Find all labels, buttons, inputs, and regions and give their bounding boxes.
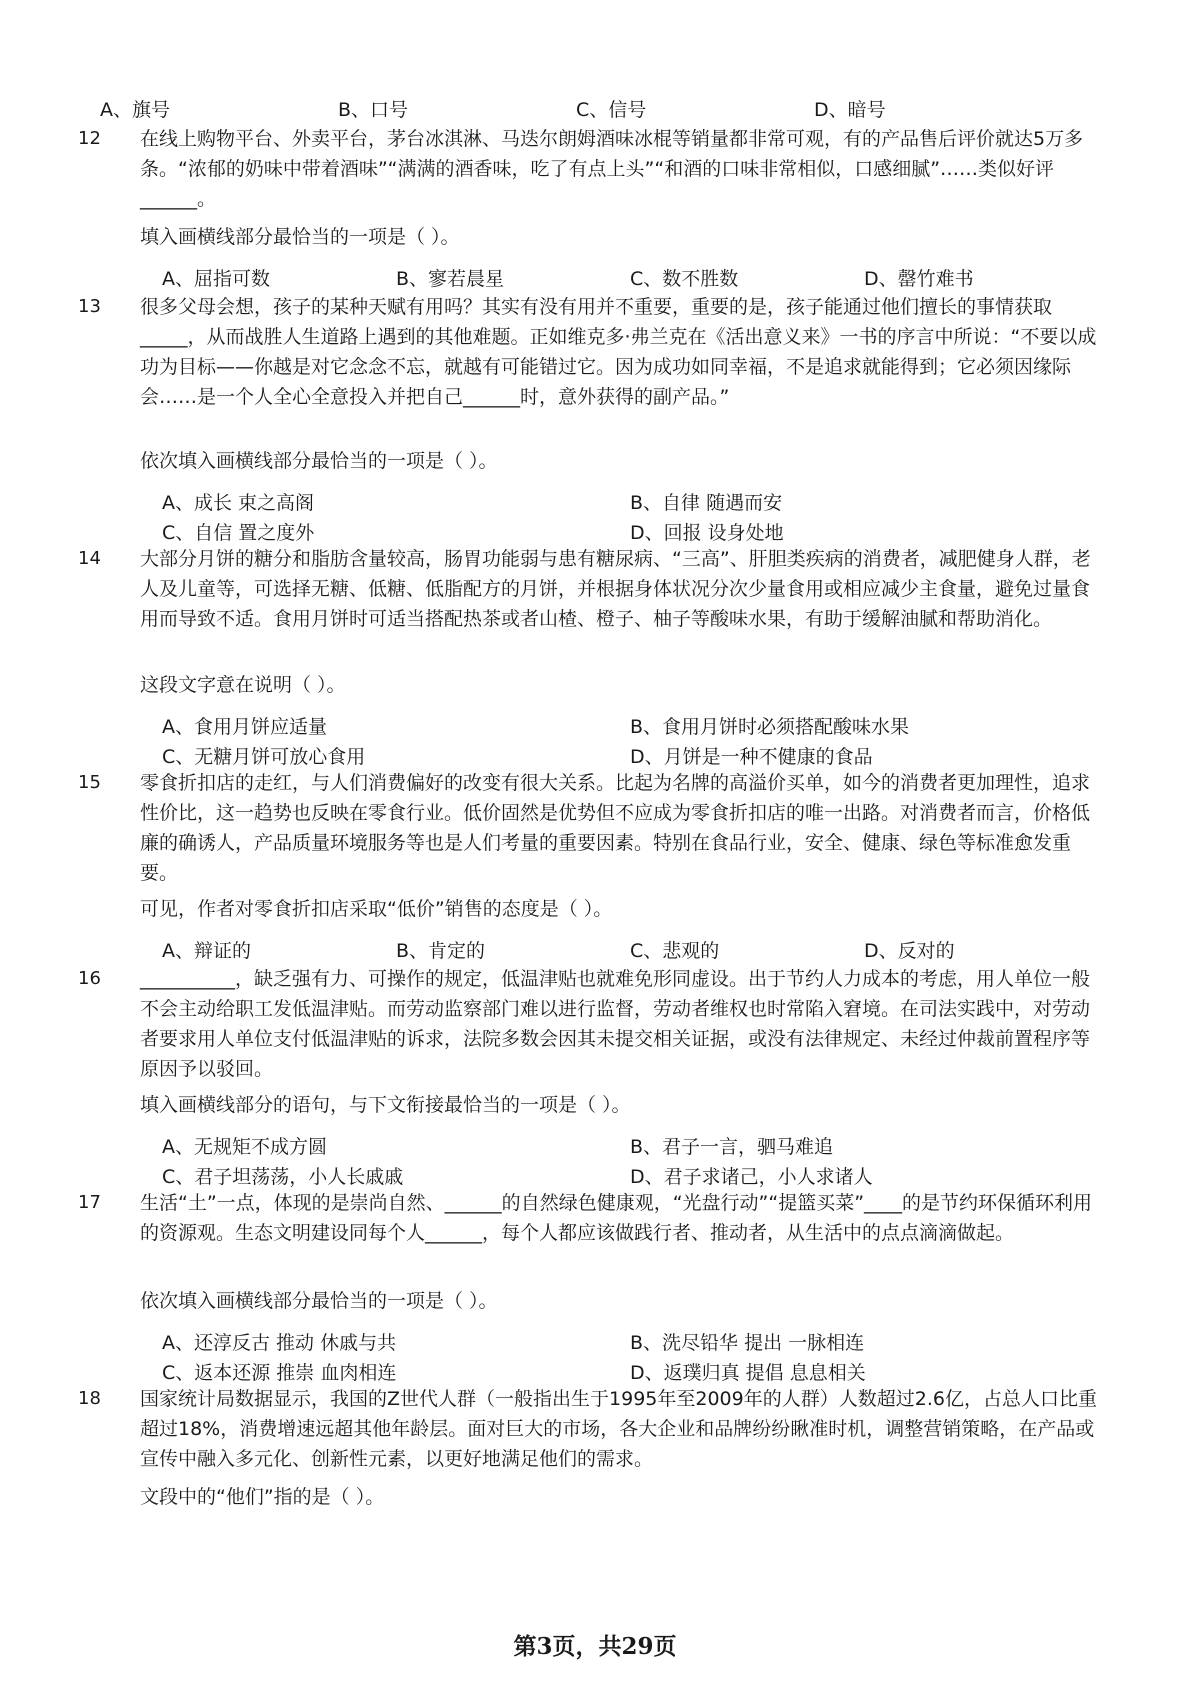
question-number: 13 (78, 296, 101, 317)
option-b: B、口号 (338, 99, 409, 121)
option-b: B、自律 随遇而安 (630, 492, 783, 514)
options (162, 264, 1098, 294)
option-d: D、月饼是一种不健康的食品 (630, 746, 873, 768)
question-prompt: 这段文字意在说明（ ）。 (140, 674, 346, 696)
option-c: C、信号 (576, 99, 647, 121)
option-c: C、自信 置之度外 (162, 522, 315, 544)
option-c: C、悲观的 (630, 940, 720, 962)
question-stem: 很多父母会想，孩子的某种天赋有用吗？其实有没有用并不重要，重要的是，孩子能通过他们擅长的事情获取_____，从而战胜人生道路上遇到的其他难题。正如维克多·弗兰克在《活出意义来》一书的序言中所说：“不要以成功为目标——你越是对它念念不忘，就越有可能错过它。因为成功如同幸福，不是追求就能得到；它必须因缘际会……是一个人全心全意投入并把自己______时，意外获得的副产品。” (140, 296, 1097, 408)
question-prompt: 文段中的“他们”指的是（ ）。 (140, 1486, 385, 1508)
options (162, 488, 1098, 548)
option-c: C、数不胜数 (630, 268, 739, 290)
option-a: A、食用月饼应适量 (162, 716, 327, 738)
question-prompt: 可见，作者对零食折扣店采取“低价”销售的态度是（ ）。 (140, 898, 613, 920)
option-d: D、君子求诸己，小人求诸人 (630, 1166, 873, 1188)
question-prompt: 依次填入画横线部分最恰当的一项是（ ）。 (140, 450, 498, 472)
question-number: 14 (78, 548, 101, 569)
question-prompt: 填入画横线部分的语句，与下文衔接最恰当的一项是（ ）。 (140, 1094, 631, 1116)
options (162, 712, 1098, 772)
option-c: C、返本还源 推崇 血肉相连 (162, 1362, 397, 1384)
page-number-footer: 第3页，共29页 (513, 1633, 677, 1660)
option-b: B、君子一言，驷马难追 (630, 1136, 834, 1158)
option-d: D、反对的 (864, 940, 955, 962)
option-d: D、返璞归真 提倡 息息相关 (630, 1362, 866, 1384)
option-c: C、君子坦荡荡，小人长戚戚 (162, 1166, 404, 1188)
option-b: B、寥若晨星 (396, 268, 505, 290)
question-number: 18 (78, 1388, 101, 1409)
question-stem: 国家统计局数据显示，我国的Z世代人群（一般指出生于1995年至2009年的人群）人数超过2.6亿，占总人口比重超过18%，消费增速远超其他年龄层。面对巨大的市场，各大企业和品牌纷纷瞅准时机，调整营销策略，在产品或宣传中融入多元化、创新性元素，以更好地满足他们的需求。 (140, 1388, 1097, 1470)
option-a: A、还淳反古 推动 休戚与共 (162, 1332, 397, 1354)
option-d: D、回报 设身处地 (630, 522, 784, 544)
option-b: B、食用月饼时必须搭配酸味水果 (630, 716, 910, 738)
option-a: A、无规矩不成方圆 (162, 1136, 327, 1158)
options (162, 936, 1098, 966)
question-prompt: 依次填入画横线部分最恰当的一项是（ ）。 (140, 1290, 498, 1312)
options (162, 1328, 1098, 1388)
question-number: 12 (78, 128, 101, 149)
option-b: B、肯定的 (396, 940, 486, 962)
option-a: A、屈指可数 (162, 268, 270, 290)
question-stem: __________，缺乏强有力、可操作的规定，低温津贴也就难免形同虚设。出于节约人力成本的考虑，用人单位一般不会主动给职工发低温津贴。而劳动监察部门难以进行监督，劳动者维权也时常陷入窘境。在司法实践中，对劳动者要求用人单位支付低温津贴的诉求，法院多数会因其未提交相关证据，或没有法律规定、未经过仲裁前置程序等原因予以驳回。 (140, 968, 1091, 1080)
question-number: 17 (78, 1192, 101, 1213)
question-number: 15 (78, 772, 101, 793)
question-number: 16 (78, 968, 101, 989)
question-stem: 大部分月饼的糖分和脂肪含量较高，肠胃功能弱与患有糖尿病、“三高”、肝胆类疾病的消费者，减肥健身人群，老人及儿童等，可选择无糖、低糖、低脂配方的月饼，并根据身体状况分次少量食用或相应减少主食量，避免过量食用而导致不适。食用月饼时可适当搭配热茶或者山楂、橙子、柚子等酸味水果，有助于缓解油腻和帮助消化。 (140, 548, 1091, 630)
question-stem: 零食折扣店的走红，与人们消费偏好的改变有很大关系。比起为名牌的高溢价买单，如今的消费者更加理性，追求性价比，这一趋势也反映在零食行业。低价固然是优势但不应成为零食折扣店的唯一出路。对消费者而言，价格低廉的确诱人，产品质量环境服务等也是人们考量的重要因素。特别在食品行业，安全、健康、绿色等标准愈发重要。 (140, 772, 1091, 884)
option-c: C、无糖月饼可放心食用 (162, 746, 366, 768)
option-a: A、辩证的 (162, 940, 251, 962)
q11-options (100, 96, 1060, 124)
option-a: A、成长 束之高阁 (162, 492, 315, 514)
question-stem: 在线上购物平台、外卖平台，茅台冰淇淋、马迭尔朗姆酒味冰棍等销量都非常可观，有的产品售后评价就达5万多条。“浓郁的奶味中带着酒味”“满满的酒香味，吃了有点上头”“和酒的口味非常相似，口感细腻”……类似好评______。 (140, 128, 1084, 210)
question-prompt: 填入画横线部分最恰当的一项是（ ）。 (140, 226, 460, 248)
question-stem: 生活“土”一点，体现的是崇尚自然、______的自然绿色健康观，“光盘行动”“提篮买菜”____的是节约环保循环利用的资源观。生态文明建设同每个人______，每个人都应该做践行者、推动者，从生活中的点点滴滴做起。 (140, 1192, 1093, 1244)
option-d: D、暗号 (814, 99, 886, 121)
option-a: A、旗号 (100, 99, 170, 121)
options (162, 1132, 1098, 1192)
option-b: B、洗尽铅华 提出 一脉相连 (630, 1332, 865, 1354)
option-d: D、罄竹难书 (864, 268, 974, 290)
